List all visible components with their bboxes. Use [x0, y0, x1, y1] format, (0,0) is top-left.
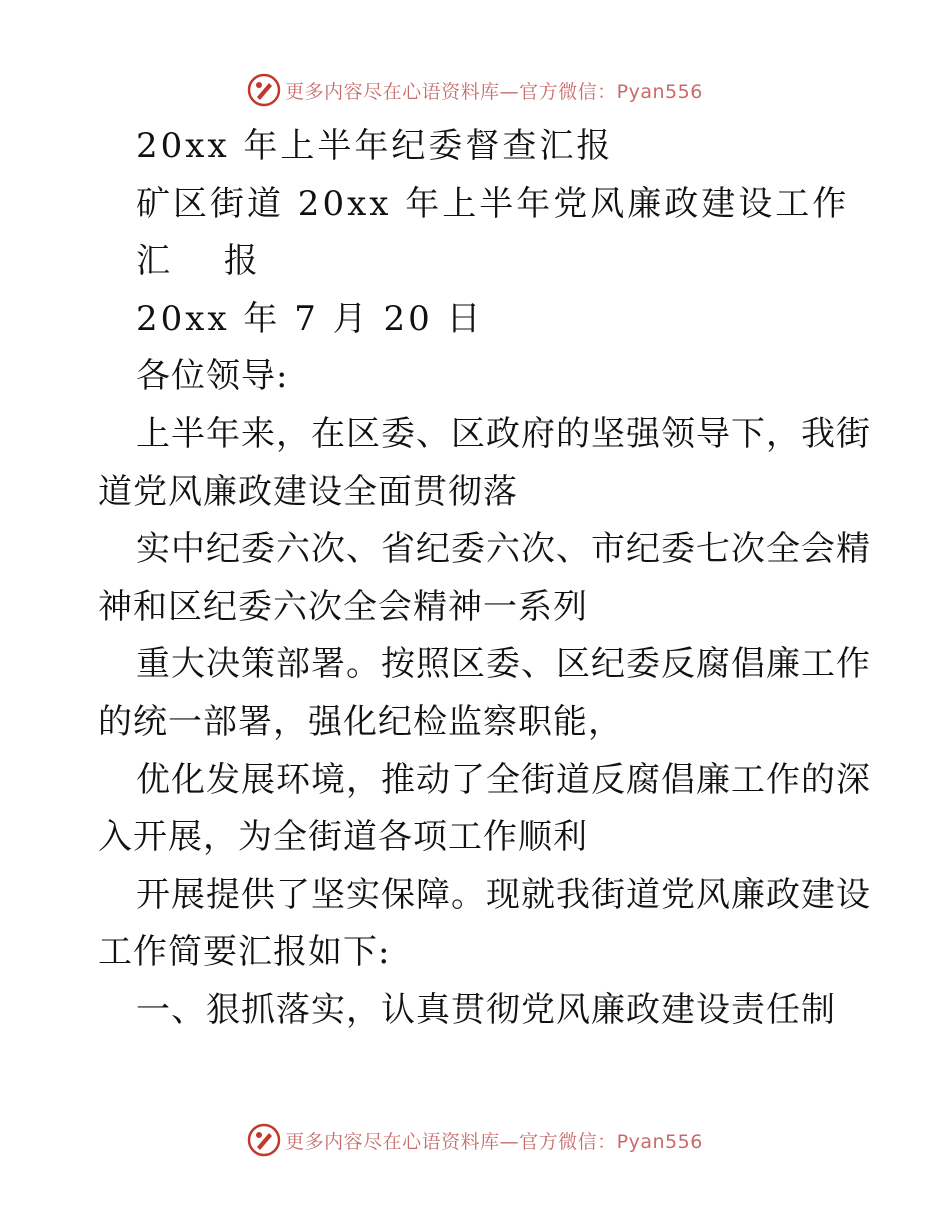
document-line: 20xx 年上半年纪委督查汇报: [136, 126, 614, 166]
watermark-text: 更多内容尽在心语资料库—官方微信：Pyan556: [285, 1130, 703, 1153]
document-line: 20xx 年 7 月 20 日: [136, 298, 484, 339]
document-line: 优化发展环境，推动了全街道反腐倡廉工作的深: [136, 759, 871, 800]
document-line: 一、狠抓落实，认真贯彻党风廉政建设责任制: [136, 989, 836, 1030]
watermark-banner-bottom: [0, 1120, 950, 1160]
document-line: 实中纪委六次、省纪委六次、市纪委七次全会精: [136, 529, 871, 570]
document-line: 矿区街道 20xx 年上半年党风廉政建设工作: [136, 183, 850, 224]
document-line: 工作简要汇报如下:: [98, 932, 391, 973]
document-line: 各位领导:: [136, 356, 289, 397]
document-line: 道党风廉政建设全面贯彻落: [98, 471, 518, 512]
document-line: 神和区纪委六次全会精神一系列: [98, 586, 588, 627]
document-line: 上半年来，在区委、区政府的坚强领导下，我街: [136, 413, 871, 454]
document-line: 的统一部署，强化纪检监察职能，: [98, 701, 623, 742]
document-body: [98, 118, 871, 1040]
document-line: 开展提供了坚实保障。现就我街道党风廉政建设: [136, 874, 871, 915]
document-line: 入开展，为全街道各项工作顺利: [98, 817, 588, 858]
watermark-text: 更多内容尽在心语资料库—官方微信：Pyan556: [285, 80, 703, 103]
document-line: 汇 报: [136, 241, 261, 282]
document-line: 重大决策部署。按照区委、区纪委反腐倡廉工作: [136, 644, 871, 685]
watermark-banner-top: [0, 70, 950, 110]
stamp-logo-icon: [247, 1123, 281, 1157]
stamp-logo-icon: [247, 73, 281, 107]
